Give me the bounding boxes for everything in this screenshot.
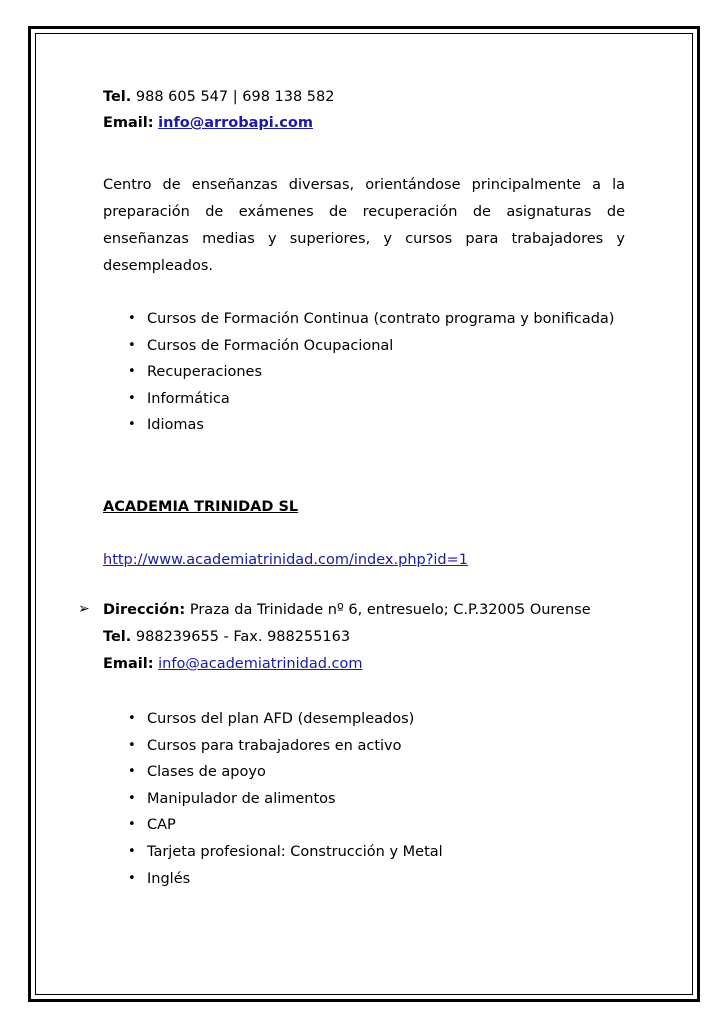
email-label: Email: bbox=[103, 656, 154, 672]
bullet-icon: • bbox=[128, 364, 136, 380]
list-item: • Inglés bbox=[103, 866, 443, 893]
bullet-icon: • bbox=[128, 311, 136, 326]
bullet-icon: • bbox=[128, 390, 136, 406]
contact1-email-line bbox=[103, 114, 313, 132]
list-item: • Cursos de Formación Continua (contrato programa y bonificada) bbox=[103, 306, 614, 333]
academy-url-link[interactable]: http://www.academiatrinidad.com/index.php?id=1 bbox=[103, 552, 469, 568]
description-line: preparación de exámenes de recuperación de asignaturas de bbox=[103, 204, 625, 220]
description-paragraph bbox=[103, 172, 625, 280]
email-link[interactable]: info@arrobapi.com bbox=[158, 115, 313, 131]
list-item: • Informática bbox=[103, 386, 614, 413]
tel-label: Tel. bbox=[103, 629, 132, 645]
bullet-icon: • bbox=[128, 764, 136, 780]
contact1-tel-line bbox=[103, 88, 335, 106]
description-line: desempleados. bbox=[103, 258, 214, 274]
academy-address-line bbox=[103, 601, 591, 619]
tel-label: Tel. bbox=[103, 89, 132, 105]
bullet-icon: • bbox=[128, 817, 136, 833]
course-list-2 bbox=[103, 706, 443, 892]
address-value: Praza da Trinidade nº 6, entresuelo; C.P.32005 Ourense bbox=[185, 602, 591, 618]
arrow-bullet-icon: ➢ bbox=[78, 601, 90, 617]
bullet-icon: • bbox=[128, 790, 136, 806]
list-item: • Manipulador de alimentos bbox=[103, 786, 443, 813]
email-link[interactable]: info@academiatrinidad.com bbox=[158, 656, 363, 672]
academy-heading: ACADEMIA TRINIDAD SL bbox=[103, 499, 299, 515]
list-item: • Tarjeta profesional: Construcción y Metal bbox=[103, 839, 443, 866]
list-item: • Cursos del plan AFD (desempleados) bbox=[103, 706, 443, 733]
academy-url-line bbox=[103, 551, 468, 569]
list-item: • Cursos para trabajadores en activo bbox=[103, 733, 443, 760]
course-list-1 bbox=[103, 306, 614, 439]
address-label: Dirección: bbox=[103, 602, 186, 618]
tel-value: 988239655 - Fax. 988255163 bbox=[131, 629, 351, 645]
list-item: • CAP bbox=[103, 812, 443, 839]
bullet-icon: • bbox=[128, 737, 136, 753]
bullet-icon: • bbox=[128, 417, 136, 433]
description-line: Centro de enseñanzas diversas, orientándose principalmente a la bbox=[103, 177, 625, 193]
description-line: enseñanzas medias y superiores, y cursos para trabajadores y bbox=[103, 231, 625, 247]
academy-tel-line bbox=[103, 628, 350, 646]
bullet-icon: • bbox=[128, 711, 136, 726]
academy-email-line bbox=[103, 655, 363, 673]
bullet-icon: • bbox=[128, 870, 136, 886]
list-item: • Clases de apoyo bbox=[103, 759, 443, 786]
tel-value: 988 605 547 | 698 138 582 bbox=[131, 89, 335, 105]
bullet-icon: • bbox=[128, 843, 136, 859]
bullet-icon: • bbox=[128, 337, 136, 353]
list-item: • Recuperaciones bbox=[103, 359, 614, 386]
list-item: • Cursos de Formación Ocupacional bbox=[103, 333, 614, 360]
email-label: Email: bbox=[103, 115, 154, 131]
list-item: • Idiomas bbox=[103, 412, 614, 439]
